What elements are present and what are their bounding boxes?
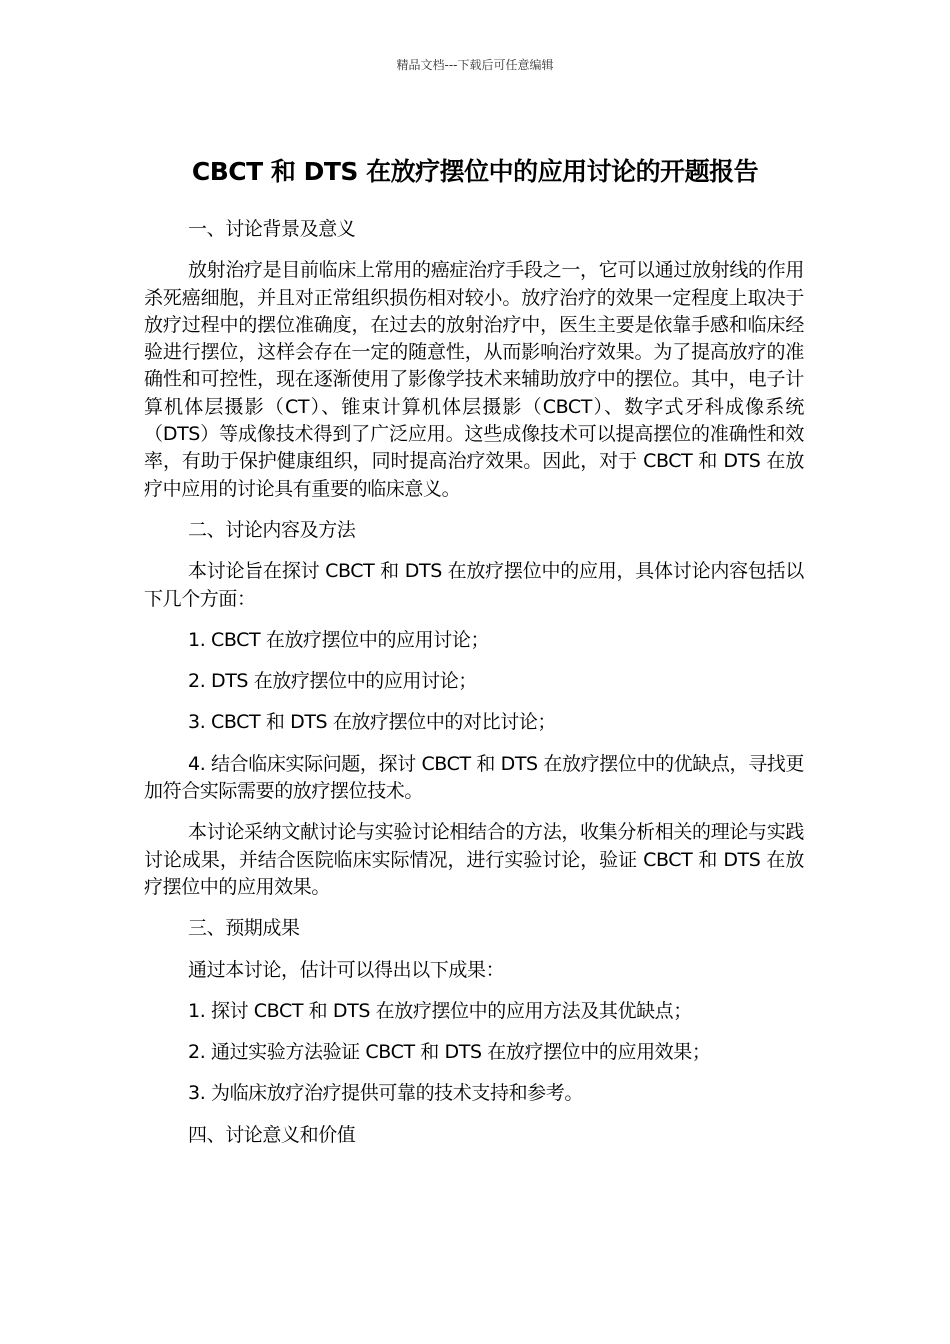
document-body (144, 216, 804, 1163)
list-item-result-1: 1. 探讨 CBCT 和 DTS 在放疗摆位中的应用方法及其优缺点； (188, 999, 692, 1022)
paragraph-content-intro: 本讨论旨在探讨 CBCT 和 DTS 在放疗摆位中的应用，具体讨论内容包括以下几个方面： (144, 560, 804, 610)
document-title: CBCT 和 DTS 在放疗摆位中的应用讨论的开题报告 (191, 156, 759, 186)
paragraph-background: 放射治疗是目前临床上常用的癌症治疗手段之一，它可以通过放射线的作用杀死癌细胞，并且对正常组织损伤相对较小。放疗治疗的效果一定程度上取决于放疗过程中的摆位准确度，在过去的放射治疗中，医生主要是依靠手感和临床经验进行摆位，这样会存在一定的随意性，从而影响治疗效果。为了提高放疗的准确性和可控性，现在逐渐使用了影像学技术来辅助放疗中的摆位。其中，电子计算机体层摄影（CT）、锥束计算机体层摄影（CBCT）、数字式牙科成像系统（DTS）等成像技术得到了广泛应用。这些成像技术可以提高摆位的准确性和效率，有助于保护健康组织，同时提高治疗效果。因此，对于 CBCT 和 DTS 在放疗中应用的讨论具有重要的临床意义。 (144, 259, 804, 500)
section-heading-content-method: 二、讨论内容及方法 (188, 518, 356, 541)
list-item-content-3: 3. CBCT 和 DTS 在放疗摆位中的对比讨论； (188, 711, 557, 734)
section-heading-background: 一、讨论背景及意义 (188, 218, 356, 240)
paragraph-results-intro: 通过本讨论，估计可以得出以下成果： (188, 958, 505, 981)
list-item-result-3: 3. 为临床放疗治疗提供可靠的技术支持和参考。 (188, 1082, 583, 1105)
section-heading-expected-results: 三、预期成果 (188, 917, 300, 940)
list-item-result-2: 2. 通过实验方法验证 CBCT 和 DTS 在放疗摆位中的应用效果； (188, 1041, 711, 1064)
section-heading-significance: 四、讨论意义和价值 (188, 1123, 356, 1146)
paragraph-method: 本讨论采纳文献讨论与实验讨论相结合的方法，收集分析相关的理论与实践讨论成果，并结合医院临床实际情况，进行实验讨论，验证 CBCT 和 DTS 在放疗摆位中的应用效果。 (144, 821, 804, 898)
list-item-content-1: 1. CBCT 在放疗摆位中的应用讨论； (188, 628, 490, 651)
header-note: 精品文档---下载后可任意编辑 (396, 58, 554, 72)
list-item-content-4: 4. 结合临床实际问题，探讨 CBCT 和 DTS 在放疗摆位中的优缺点，寻找更加符合实际需要的放疗摆位技术。 (144, 752, 804, 803)
list-item-content-2: 2. DTS 在放疗摆位中的应用讨论； (188, 670, 477, 693)
